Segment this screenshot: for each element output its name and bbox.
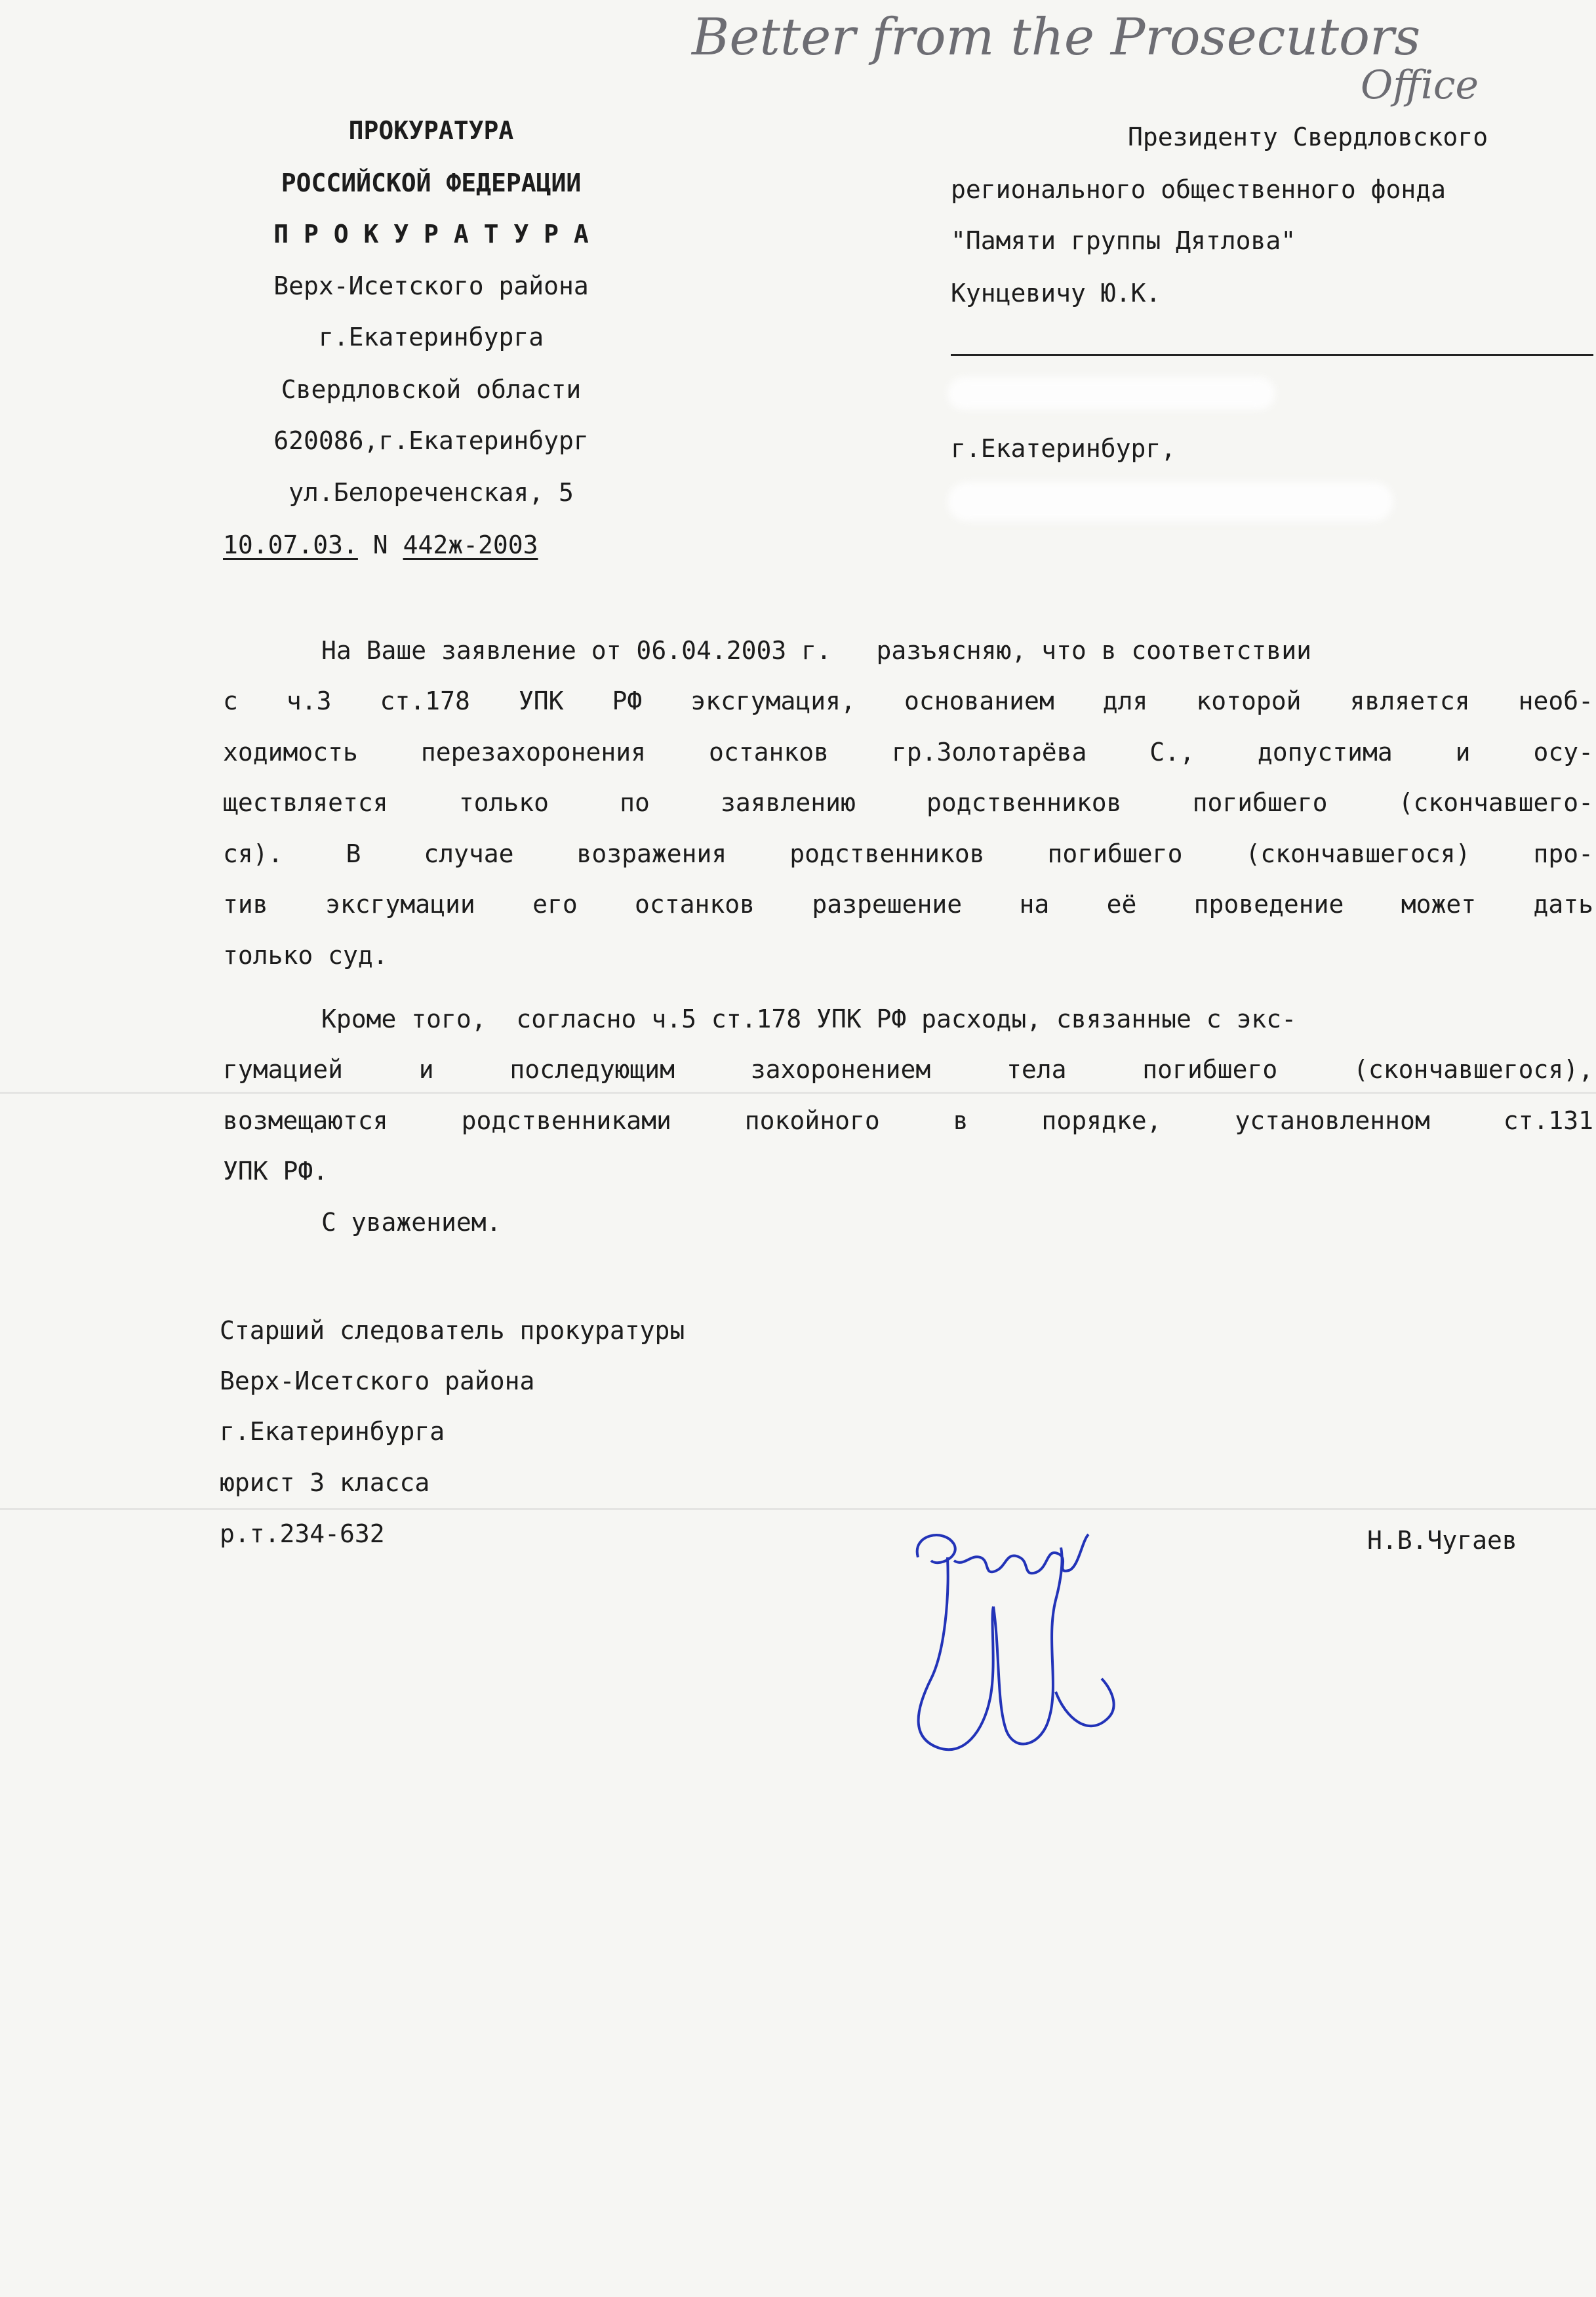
sender-line: Свердловской области [281, 375, 582, 404]
address-rule [951, 354, 1593, 356]
body-line: УПК РФ. [223, 1157, 329, 1186]
number-prefix: N [372, 530, 388, 559]
paper-fold-line [0, 1508, 1596, 1510]
body-line: На Ваше заявление от 06.04.2003 г. разъясняю, что в соответствии [321, 636, 1311, 665]
signatory-line: р.т.234-632 [220, 1519, 385, 1548]
body-line: с ч.3 ст.178 УПК РФ эксгумация, основанием для которой является необ- [223, 687, 1593, 715]
body-line: ходимость перезахоронения останков гр.Золотарёва С., допустима и осу- [223, 738, 1593, 767]
recipient-line: "Памяти группы Дятлова" [951, 226, 1296, 255]
body-line: Кроме того, согласно ч.5 ст.178 УПК РФ расходы, связанные с экс- [321, 1005, 1297, 1033]
recipient-line: Кунцевичу Ю.К. [951, 279, 1161, 308]
sender-line: ПРОКУРАТУРА [348, 116, 514, 145]
body-line: тив эксгумации его останков разрешение на её проведение может дать [223, 890, 1593, 919]
handwritten-note-line2: Office [1361, 62, 1479, 108]
body-line: возмещаются родственниками покойного в порядке, установленном ст.131 [223, 1106, 1593, 1135]
sender-line: ул.Белореченская, 5 [289, 478, 574, 507]
signatory-line: юрист 3 класса [220, 1468, 430, 1497]
body-line: гумацией и последующим захоронением тела погибшего (скончавшегося), [223, 1055, 1593, 1084]
signatory-line: г.Екатеринбурга [220, 1417, 445, 1446]
letter-date: 10.07.03. [223, 530, 358, 559]
signatory-line: Старший следователь прокуратуры [220, 1316, 685, 1345]
handwritten-note-line1: Better from the Prosecutors [692, 8, 1421, 67]
letter-number: 442ж-2003 [403, 530, 538, 559]
recipient-line: Президенту Свердловского [1128, 123, 1488, 151]
paper-fold-line [0, 1092, 1596, 1094]
sender-line: Верх-Исетского района [273, 271, 589, 300]
sender-line: г.Екатеринбурга [318, 323, 544, 351]
recipient-city: г.Екатеринбург, [951, 434, 1176, 463]
sender-line: П Р О К У Р А Т У Р А [273, 220, 589, 249]
signature [892, 1521, 1141, 1757]
reference-line [223, 532, 538, 557]
sender-line: РОССИЙСКОЙ ФЕДЕРАЦИИ [281, 169, 582, 197]
body-line: ществляется только по заявлению родственников погибшего (скончавшего- [223, 788, 1593, 817]
signatory-line: Верх-Исетского района [220, 1367, 535, 1395]
body-line: только суд. [223, 941, 388, 970]
redacted-area [948, 377, 1275, 410]
recipient-line: регионального общественного фонда [951, 175, 1446, 204]
signatory-name: Н.В.Чугаев [1367, 1526, 1517, 1555]
redacted-area [948, 482, 1393, 521]
body-line: ся). В случае возражения родственников погибшего (скончавшегося) про- [223, 839, 1593, 868]
sender-line: 620086,г.Екатеринбург [273, 426, 589, 455]
closing-phrase: С уважением. [321, 1208, 502, 1237]
